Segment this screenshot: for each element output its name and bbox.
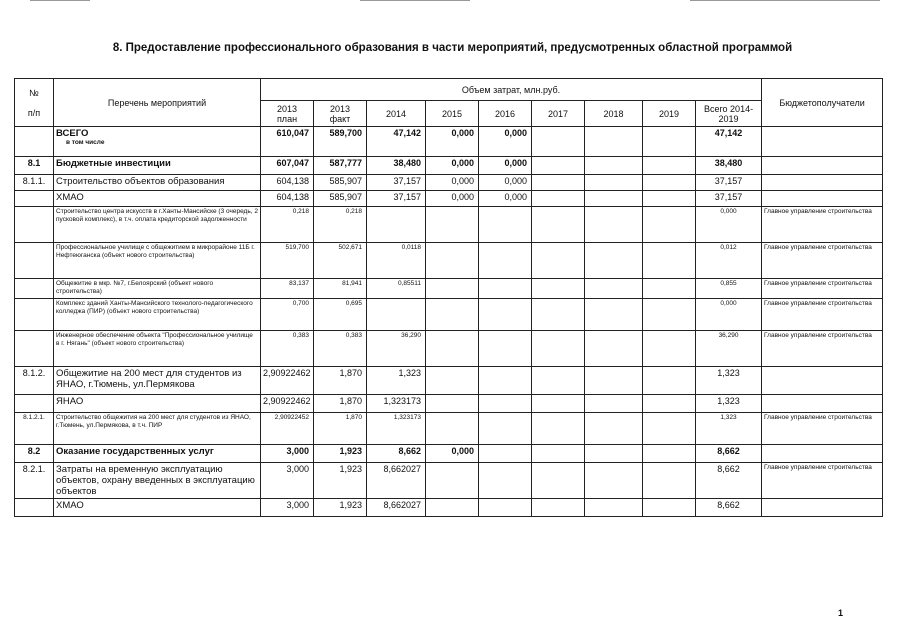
cell-2018 [585, 331, 643, 367]
cell-2013-plan: 519,700 [261, 243, 314, 279]
cell-2013-plan: 0,218 [261, 207, 314, 243]
cell-2013-fact: 81,941 [314, 279, 367, 299]
cell-recipient: Главное управление строительства [762, 279, 883, 299]
cell-2015 [426, 463, 479, 499]
cell-2018 [585, 367, 643, 395]
row-number [15, 395, 54, 413]
cell-2015 [426, 299, 479, 331]
cell-2019 [643, 395, 696, 413]
col-total-header: Всего 2014-2019 [696, 101, 762, 127]
cell-2014: 1,323173 [367, 395, 426, 413]
cell-2013-fact: 0,218 [314, 207, 367, 243]
table-row [15, 279, 883, 299]
row-number [15, 279, 54, 299]
cell-2016 [479, 207, 532, 243]
table-row [15, 157, 883, 175]
col-volume-header: Объем затрат, млн.руб. [261, 79, 762, 101]
cell-2015 [426, 331, 479, 367]
cell-2017 [532, 413, 585, 445]
cell-2017 [532, 499, 585, 517]
row-activity: Строительство общежития на 200 мест для студентов из ЯНАО, г.Тюмень, ул.Пермякова, в т.ч. ПИР [54, 413, 261, 445]
row-activity: Комплекс зданий Ханты-Мансийского технолого-педагогического колледжа (ПИР) (объект нового строительства) [54, 299, 261, 331]
cell-2014: 0,85511 [367, 279, 426, 299]
cell-2013-plan: 3,000 [261, 445, 314, 463]
cell-2015 [426, 243, 479, 279]
cell-2016 [479, 243, 532, 279]
table-row [15, 395, 883, 413]
cell-2015: 0,000 [426, 127, 479, 157]
col-year-header: 2015 [426, 101, 479, 127]
cell-2013-fact: 1,923 [314, 445, 367, 463]
cell-total: 0,855 [696, 279, 762, 299]
row-number [15, 299, 54, 331]
cell-2013-fact: 1,923 [314, 463, 367, 499]
col-number-header: № п/п [15, 79, 54, 127]
row-number: 8.2 [15, 445, 54, 463]
cell-2019 [643, 367, 696, 395]
cell-recipient [762, 499, 883, 517]
cell-total: 1,323 [696, 367, 762, 395]
cell-recipient: Главное управление строительства [762, 243, 883, 279]
cell-2013-fact: 585,907 [314, 175, 367, 191]
cell-2018 [585, 243, 643, 279]
row-activity: Затраты на временную эксплуатацию объектов, охрану введенных в эксплуатацию объектов [54, 463, 261, 499]
row-activity: Оказание государственных услуг [54, 445, 261, 463]
cell-recipient: Главное управление строительства [762, 331, 883, 367]
cell-2015: 0,000 [426, 157, 479, 175]
cell-2014: 8,662027 [367, 463, 426, 499]
cell-2017 [532, 395, 585, 413]
cell-2019 [643, 157, 696, 175]
cell-2019 [643, 499, 696, 517]
cell-2018 [585, 279, 643, 299]
cell-2013-plan: 2,90922452 [261, 413, 314, 445]
cell-2017 [532, 367, 585, 395]
cell-2016 [479, 463, 532, 499]
cell-2019 [643, 413, 696, 445]
row-activity: Профессиональное училище с общежитием в микрорайоне 11Б г. Нефтеюганска (объект нового строительства) [54, 243, 261, 279]
cell-2013-fact: 0,383 [314, 331, 367, 367]
table-row [15, 413, 883, 445]
row-number: 8.1 [15, 157, 54, 175]
cell-2015 [426, 207, 479, 243]
cell-2013-plan: 610,047 [261, 127, 314, 157]
cell-2016: 0,000 [479, 175, 532, 191]
table-row [15, 445, 883, 463]
cell-total: 1,323 [696, 395, 762, 413]
cell-2013-fact: 1,870 [314, 367, 367, 395]
table-row [15, 499, 883, 517]
col-year-header: 2014 [367, 101, 426, 127]
table-row [15, 191, 883, 207]
row-number: 8.1.1. [15, 175, 54, 191]
cell-2015 [426, 279, 479, 299]
col-year-header: 2018 [585, 101, 643, 127]
cell-2018 [585, 395, 643, 413]
row-number [15, 331, 54, 367]
cell-total: 0,012 [696, 243, 762, 279]
cell-2013-plan: 604,138 [261, 191, 314, 207]
cell-2017 [532, 157, 585, 175]
cell-recipient: Главное управление строительства [762, 207, 883, 243]
cell-total: 47,142 [696, 127, 762, 157]
cell-2013-plan: 604,138 [261, 175, 314, 191]
cell-2013-plan: 3,000 [261, 463, 314, 499]
cell-recipient: Главное управление строительства [762, 463, 883, 499]
row-activity: Строительство центра искусств в г.Ханты-Мансийске (3 очередь, 2 пусковой комплекс), в т.ч. оплата кредиторской задолженности [54, 207, 261, 243]
cell-2015 [426, 395, 479, 413]
row-subtitle: в том числе [66, 139, 105, 146]
cell-total: 8,662 [696, 445, 762, 463]
cell-total: 8,662 [696, 463, 762, 499]
cell-2019 [643, 299, 696, 331]
table-row [15, 207, 883, 243]
cell-total: 1,323 [696, 413, 762, 445]
cell-2013-fact: 587,777 [314, 157, 367, 175]
cell-2019 [643, 175, 696, 191]
cell-total: 37,157 [696, 191, 762, 207]
cell-2013-fact: 585,907 [314, 191, 367, 207]
page-number: 1 [837, 608, 843, 618]
row-number [15, 499, 54, 517]
col-year-header: 2016 [479, 101, 532, 127]
row-activity: ВСЕГО в том числе [54, 127, 261, 157]
cell-2019 [643, 207, 696, 243]
table-row [15, 367, 883, 395]
col-recipients-header: Бюджетополучатели [762, 79, 883, 127]
row-number: 8.1.2. [15, 367, 54, 395]
cell-2016 [479, 299, 532, 331]
cell-2018 [585, 207, 643, 243]
cell-2015 [426, 367, 479, 395]
cell-2017 [532, 191, 585, 207]
row-activity: ХМАО [54, 499, 261, 517]
cell-2016 [479, 367, 532, 395]
cell-2014: 47,142 [367, 127, 426, 157]
cell-2016: 0,000 [479, 157, 532, 175]
row-number [15, 243, 54, 279]
cell-recipient [762, 445, 883, 463]
cell-2013-fact: 1,870 [314, 395, 367, 413]
col-2013-plan-header: 2013 план [261, 101, 314, 127]
cell-2018 [585, 191, 643, 207]
cell-2019 [643, 445, 696, 463]
cell-2014: 37,157 [367, 191, 426, 207]
cell-2019 [643, 279, 696, 299]
col-year-header: 2017 [532, 101, 585, 127]
row-number [15, 191, 54, 207]
cell-2013-fact: 1,923 [314, 499, 367, 517]
cell-2017 [532, 127, 585, 157]
cell-2016 [479, 413, 532, 445]
cell-2016: 0,000 [479, 127, 532, 157]
cell-2018 [585, 445, 643, 463]
cell-2018 [585, 413, 643, 445]
cell-recipient: Главное управление строительства [762, 413, 883, 445]
row-activity: Общежитие в мкр. №7, г.Белоярский (объект нового строительства) [54, 279, 261, 299]
row-activity: Общежитие на 200 мест для студентов из ЯНАО, г.Тюмень, ул.Пермякова [54, 367, 261, 395]
cell-2017 [532, 445, 585, 463]
cell-2013-plan: 3,000 [261, 499, 314, 517]
cell-total: 37,157 [696, 175, 762, 191]
cell-2016: 0,000 [479, 191, 532, 207]
cell-2018 [585, 463, 643, 499]
top-rule [30, 0, 90, 1]
cell-2014: 37,157 [367, 175, 426, 191]
cell-recipient [762, 127, 883, 157]
cell-2017 [532, 207, 585, 243]
table-row [15, 463, 883, 499]
cell-2016 [479, 499, 532, 517]
cell-recipient: Главное управление строительства [762, 299, 883, 331]
cell-total: 36,290 [696, 331, 762, 367]
top-rule [690, 0, 880, 1]
cell-2014: 0,0118 [367, 243, 426, 279]
cell-2013-plan: 607,047 [261, 157, 314, 175]
cell-2018 [585, 175, 643, 191]
cell-2014: 8,662 [367, 445, 426, 463]
row-activity: Бюджетные инвестиции [54, 157, 261, 175]
cell-recipient [762, 175, 883, 191]
cell-2017 [532, 175, 585, 191]
cell-2016 [479, 445, 532, 463]
cell-total: 0,000 [696, 207, 762, 243]
cell-2014 [367, 207, 426, 243]
cell-recipient [762, 367, 883, 395]
col-year-header: 2019 [643, 101, 696, 127]
cell-2019 [643, 191, 696, 207]
row-activity: Инженерное обеспечение объекта "Профессиональное училище в г. Нягань" (объект нового строительства) [54, 331, 261, 367]
cell-total: 0,000 [696, 299, 762, 331]
table-row [15, 243, 883, 279]
row-activity: Строительство объектов образования [54, 175, 261, 191]
cell-2017 [532, 463, 585, 499]
cell-2013-fact: 1,870 [314, 413, 367, 445]
cell-recipient [762, 191, 883, 207]
cell-2014: 36,290 [367, 331, 426, 367]
cell-2013-plan: 2,90922462 [261, 367, 314, 395]
cell-total: 8,662 [696, 499, 762, 517]
cell-2017 [532, 299, 585, 331]
table-row [15, 331, 883, 367]
cell-2019 [643, 331, 696, 367]
cell-recipient [762, 157, 883, 175]
row-number: 8.1.2.1. [15, 413, 54, 445]
cell-2013-fact: 502,671 [314, 243, 367, 279]
cell-2015 [426, 499, 479, 517]
cell-2019 [643, 463, 696, 499]
cell-2013-plan: 0,700 [261, 299, 314, 331]
cell-2018 [585, 157, 643, 175]
row-number [15, 207, 54, 243]
cell-2017 [532, 331, 585, 367]
cell-2018 [585, 499, 643, 517]
cell-2019 [643, 243, 696, 279]
cell-2018 [585, 127, 643, 157]
cell-2019 [643, 127, 696, 157]
cell-2016 [479, 331, 532, 367]
cell-total: 38,480 [696, 157, 762, 175]
cell-2017 [532, 279, 585, 299]
row-number [15, 127, 54, 157]
cell-2014 [367, 299, 426, 331]
cell-2013-fact: 589,700 [314, 127, 367, 157]
table-row [15, 175, 883, 191]
table-row [15, 299, 883, 331]
cell-2017 [532, 243, 585, 279]
cell-2015: 0,000 [426, 191, 479, 207]
cell-2014: 1,323173 [367, 413, 426, 445]
page-title: 8. Предоставление профессионального образования в части мероприятий, предусмотренных областной программой [112, 42, 793, 54]
cell-recipient [762, 395, 883, 413]
cell-2014: 38,480 [367, 157, 426, 175]
row-number: 8.2.1. [15, 463, 54, 499]
cell-2016 [479, 279, 532, 299]
row-activity: ЯНАО [54, 395, 261, 413]
col-2013-fact-header: 2013 факт [314, 101, 367, 127]
cell-2014: 8,662027 [367, 499, 426, 517]
cell-2016 [479, 395, 532, 413]
cell-2015 [426, 413, 479, 445]
table-row [15, 127, 883, 157]
col-activities-header: Перечень мероприятий [54, 79, 261, 127]
row-activity: ХМАО [54, 191, 261, 207]
cell-2013-plan: 83,137 [261, 279, 314, 299]
cell-2015: 0,000 [426, 175, 479, 191]
cell-2013-plan: 2,90922462 [261, 395, 314, 413]
top-rule [360, 0, 470, 1]
cell-2018 [585, 299, 643, 331]
cell-2015: 0,000 [426, 445, 479, 463]
cell-2014: 1,323 [367, 367, 426, 395]
expenses-table [14, 78, 883, 517]
cell-2013-plan: 0,383 [261, 331, 314, 367]
cell-2013-fact: 0,695 [314, 299, 367, 331]
